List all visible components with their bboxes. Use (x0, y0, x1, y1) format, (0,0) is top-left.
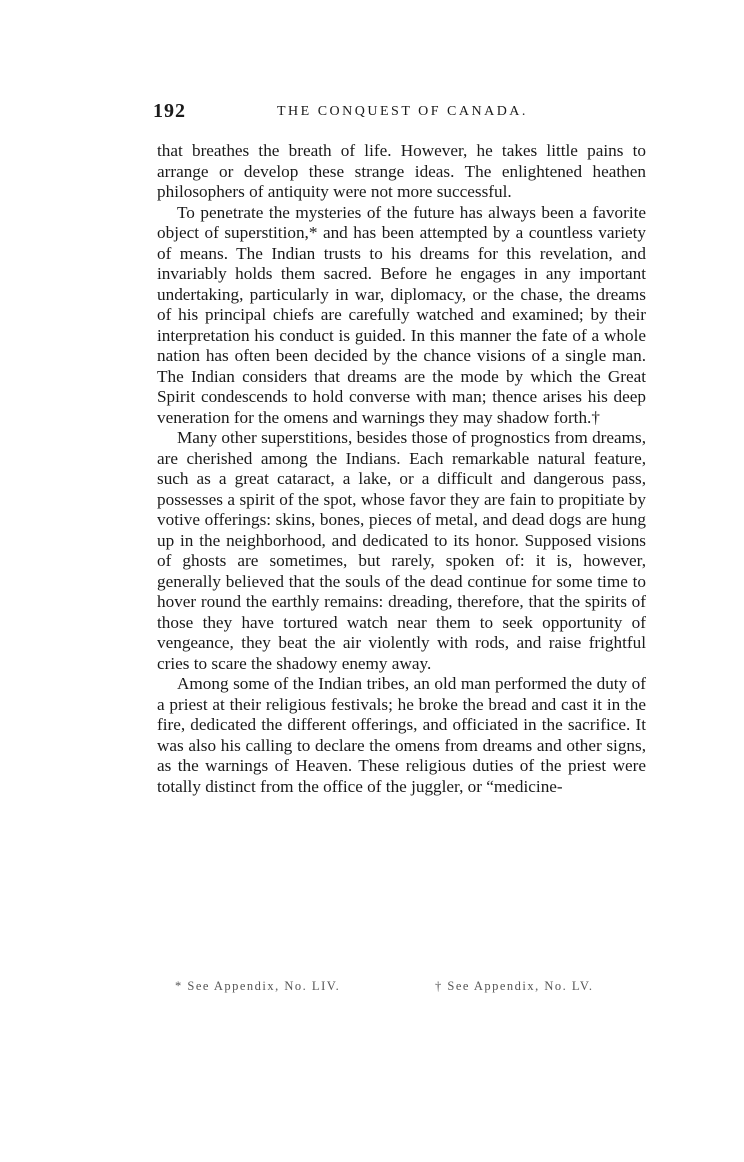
footnote-1: * See Appendix, No. LIV. (175, 979, 341, 993)
running-title: THE CONQUEST OF CANADA. (277, 104, 528, 119)
paragraph: Among some of the Indian tribes, an old man performed the duty of a priest at their religious festivals; he broke the bread and cast it in the fire, dedicated the different offerings, and officiated in the sacrifice. It was also his calling to declare the omens from dreams and other signs, as the warnings of Heaven. These religious duties of the priest were totally distinct from the office of the juggler, or “medicine- (157, 674, 646, 796)
paragraph: Many other superstitions, besides those of prognostics from dreams, are cherished among the Indians. Each remarkable natural feature, such as a great cataract, a lake, or a difficult and dangerous pass, possesses a spirit of the spot, whose favor they are fain to propitiate by votive offerings: skins, bones, pieces of metal, and dead dogs are hung up in the neighborhood, and dedicated to its honor. Supposed visions of ghosts are sometimes, but rarely, spoken of: it is, however, generally believed that the souls of the dead continue for some time to hover round the earthly remains: dreading, therefore, that the spirits of those they have tortured watch near them to seek opportunity of vengeance, they beat the air violently with rods, and raise frightful cries to scare the shadowy enemy away. (157, 428, 646, 673)
paragraph: that breathes the breath of life. However, he takes little pains to arrange or develop these strange ideas. The enlightened heathen philosophers of antiquity were not more successful. (157, 141, 646, 201)
footnote-2: † See Appendix, No. LV. (435, 979, 594, 993)
paragraph: To penetrate the mysteries of the future has always been a favorite object of superstition,* and has been attempted by a countless variety of means. The Indian trusts to his dreams for this revelation, and invariably holds them sacred. Before he engages in any important undertaking, particularly in war, diplomacy, or the chase, the dreams of his principal chiefs are carefully watched and examined; by their interpretation his conduct is guided. In this manner the fate of a whole nation has often been decided by the chance visions of a single man. The Indian considers that dreams are the mode by which the Great Spirit condescends to hold converse with man; thence arises his deep veneration for the omens and warnings they may shadow forth.† (157, 202, 646, 427)
page-number: 192 (153, 100, 186, 122)
body-text (157, 141, 646, 797)
